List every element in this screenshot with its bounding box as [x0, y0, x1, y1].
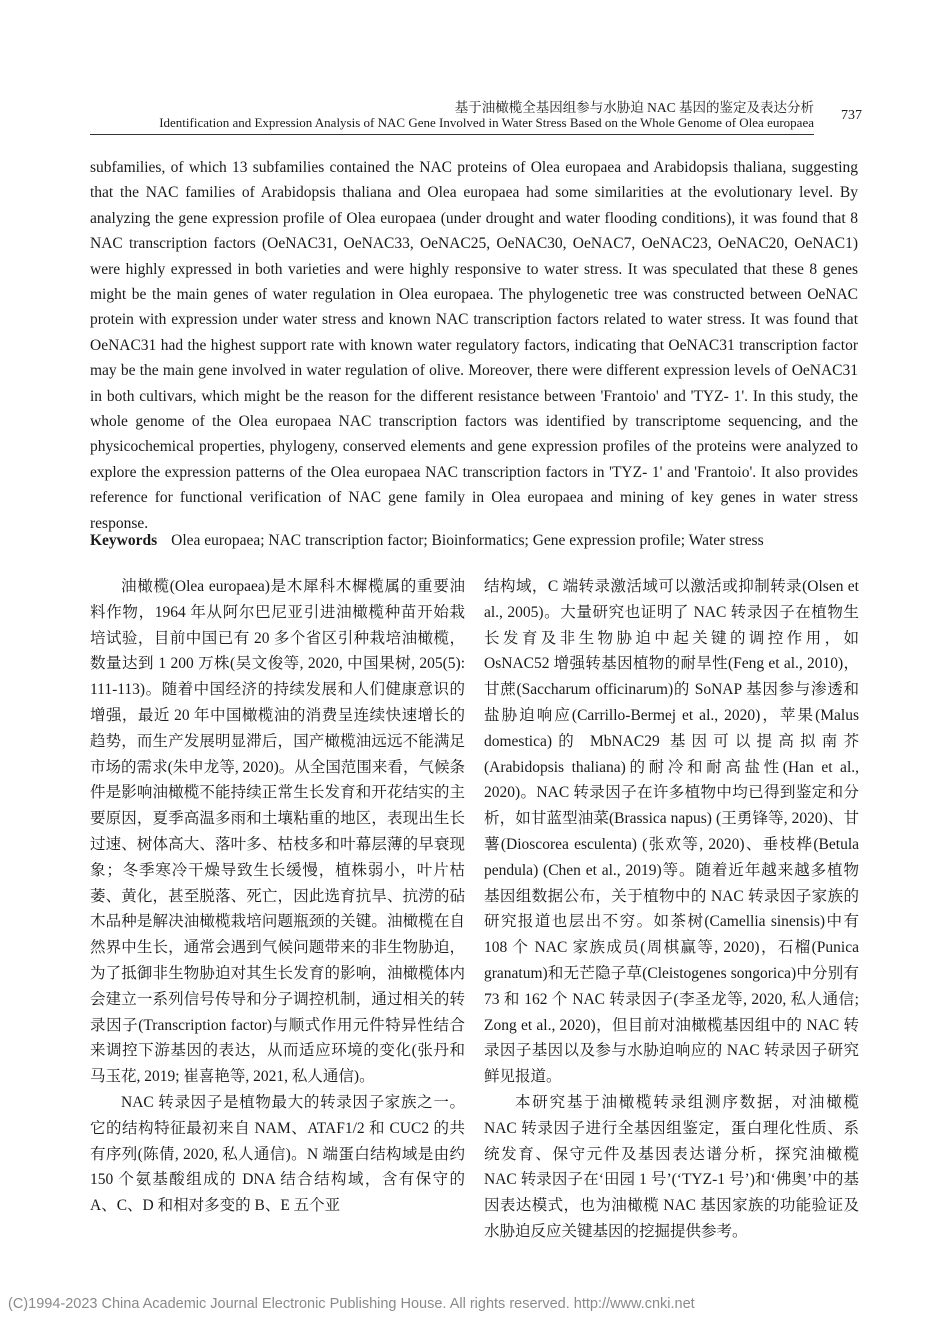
keywords-label: Keywords: [90, 532, 158, 549]
header-rule: [90, 134, 814, 135]
intro-paragraph-1: 油橄榄(Olea europaea)是木犀科木樨榄属的重要油料作物，1964 年从阿尔巴尼亚引进油橄榄种苗开始栽培试验，目前中国已有 20 多个省区引种栽培油橄榄，数量达到 1 200 万株(吴文俊等, 2020, 中国果树, 205(5): 111-113)。随着中国经济的持续发展和人们健康意识的增强，最近 20 年中国橄榄油的消费呈连续快速增长的趋势，而生产发展明显滞后，国产橄榄油远远不能满足市场的需求(朱申龙等, 2020)。从全国范围来看，气候条件是影响油橄榄不能持续正常生长发育和开花结实的主要原因，夏季高温多雨和土壤粘重的地区，表现出生长过速、树体高大、落叶多、枯枝多和叶幕层薄的早衰现象；冬季寒冷干燥导致生长缓慢，植株弱小，叶片枯萎、黄化，甚至脱落、死亡，因此选育抗旱、抗涝的砧木品种是解决油橄榄栽培问题瓶颈的关键。油橄榄在自然界中生长，通常会遇到气候问题带来的非生物胁迫，为了抵御非生物胁迫对其生长发育的影响，油橄榄体内会建立一系列信号传导和分子调控机制，通过相关的转录因子(Transcription factor)与顺式作用元件特异性结合来调控下游基因的表达，从而适应环境的变化(张丹和马玉花, 2019; 崔喜艳等, 2021, 私人通信)。: [90, 578, 465, 1086]
copyright-footer: (C)1994-2023 China Academic Journal Electronic Publishing House. All rights reserved. http://www.cnki.net: [8, 1296, 695, 1312]
keywords-text: Olea europaea; NAC transcription factor; Bioinformatics; Gene expression profile; Water stress: [171, 532, 764, 549]
intro-paragraph-2: NAC 转录因子是植物最大的转录因子家族之一。它的结构特征最初来自 NAM、ATAF1/2 和 CUC2 的共有序列(陈倩, 2020, 私人通信)。N 端蛋白结构域是由约 150 个氨基酸组成的 DNA 结合结构域，含有保守的 A、C、D 和相对多变的 B、E 五个亚: [90, 1093, 465, 1215]
header-title-en: Identification and Expression Analysis of NAC Gene Involved in Water Stress Based on the Whole Genome of Olea europaea: [159, 115, 814, 130]
intro-paragraph-3: 本研究基于油橄榄转录组测序数据，对油橄榄 NAC 转录因子进行全基因组鉴定，蛋白理化性质、系统发育、保守元件及基因表达谱分析，探究油橄榄 NAC 转录因子在‘田园 1 号’(‘TYZ-1 号’)和‘佛奥’中的基因表达模式，也为油橄榄 NAC 基因家族的功能验证及水胁迫反应关键基因的挖掘提供参考。: [484, 1093, 859, 1240]
abstract-text: subfamilies, of which 13 subfamilies contained the NAC proteins of Olea europaea and Arabidopsis thaliana, suggesting that the NAC families of Arabidopsis thaliana and Olea europaea had some similarities at the evolutionary level. By analyzing the gene expression profile of Olea europaea (under drought and water flooding conditions), it was found that 8 NAC transcription factors (OeNAC31, OeNAC33, OeNAC25, OeNAC30, OeNAC7, OeNAC23, OeNAC20, OeNAC1) were highly expressed in both varieties and were highly responsive to water stress. It was speculated that these 8 genes might be the main genes of water regulation in Olea europaea. The phylogenetic tree was constructed between OeNAC protein with expression under water stress and known NAC transcription factors related to water stress. It was found that OeNAC31 had the highest support rate with known water regulatory factors, indicating that OeNAC31 transcription factor may be the main gene involved in water regulation of olive. Moreover, there were different expression levels of OeNAC31 in both cultivars, which might be the reason for the different resistance between 'Frantoio' and 'TYZ- 1'. In this study, the whole genome of the Olea europaea NAC transcription factors was identified by transcriptome sequencing, and the physicochemical properties, phylogeny, conserved elements and gene expression profiles of the proteins were analyzed to explore the expression patterns of the Olea europaea NAC transcription factors in 'TYZ- 1' and 'Frantoio'. It also provides reference for functional verification of NAC gene family in Olea europaea and mining of key genes in water stress response.: [90, 159, 858, 532]
page-number: 737: [841, 108, 862, 123]
keywords: [90, 532, 858, 550]
header-title-zh: 基于油橄榄全基因组参与水胁迫 NAC 基因的鉴定及表达分析: [454, 100, 814, 115]
right-column: [484, 574, 859, 1245]
intro-paragraph-2-cont: 结构域，C 端转录激活域可以激活或抑制转录(Olsen et al., 2005)。大量研究也证明了 NAC 转录因子在植物生长发育及非生物胁迫中起关键的调控作用，如 OsNAC52 增强转基因植物的耐旱性(Feng et al., 2010)，甘蔗(Saccharum officinarum)的 SoNAP 基因参与渗透和盐胁迫响应(Carrillo-Bermej et al., 2020)，苹果(Malus domestica)的 MbNAC29 基因可以提高拟南芥(Arabidopsis thaliana)的耐冷和耐高盐性(Han et al., 2020)。NAC 转录因子在许多植物中均已得到鉴定和分析，如甘蓝型油菜(Brassica napus) (王勇锋等, 2020)、甘薯(Dioscorea esculenta) (张欢等, 2020)、垂枝桦(Betula pendula) (Chen et al., 2019)等。随着近年越来越多植物基因组数据公布，关于植物中的 NAC 转录因子家族的研究报道也层出不穷。如茶树(Camellia sinensis)中有 108 个 NAC 家族成员(周棋赢等, 2020)，石榴(Punica granatum)和无芒隐子草(Cleistogenes songorica)中分别有 73 和 162 个 NAC 转录因子(李圣龙等, 2020, 私人通信; Zong et al., 2020)，但目前对油橄榄基因组中的 NAC 转录因子基因以及参与水胁迫响应的 NAC 转录因子研究鲜见报道。: [484, 578, 859, 1086]
left-column: [90, 574, 465, 1219]
